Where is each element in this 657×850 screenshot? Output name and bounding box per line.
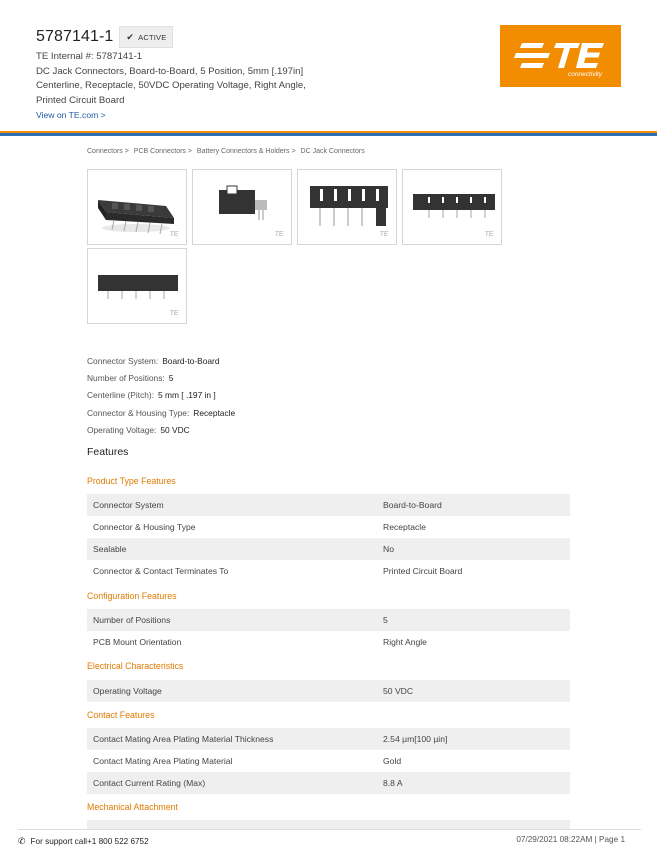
status-badge <box>119 26 173 48</box>
logo-tagline: connectivity <box>568 71 602 78</box>
part-number: 5787141-1 <box>36 28 114 45</box>
row-key: Connector & Contact Terminates To <box>93 566 229 576</box>
phone-icon: ✆ <box>18 836 26 846</box>
table-row <box>87 750 570 772</box>
description-line: Printed Circuit Board <box>36 94 125 106</box>
spec-line <box>87 422 235 439</box>
view-on-te-link[interactable]: View on TE.com > <box>36 110 106 120</box>
product-thumbnail[interactable] <box>87 169 187 245</box>
description-line: DC Jack Connectors, Board-to-Board, 5 Position, 5mm [.197in] <box>36 65 304 77</box>
row-value: Printed Circuit Board <box>383 566 463 576</box>
section-title: Product Type Features <box>87 476 176 486</box>
spec-line <box>87 353 235 370</box>
row-value: 2.54 µm[100 µin] <box>383 734 448 744</box>
table-row <box>87 516 570 538</box>
table-row <box>87 728 570 750</box>
row-value: Gold <box>383 756 402 766</box>
breadcrumb-item[interactable]: Connectors > <box>87 148 129 155</box>
support-contact <box>18 836 149 847</box>
row-key: Contact Mating Area Plating Material <box>93 756 233 766</box>
row-key: PCB Mount Orientation <box>93 637 182 647</box>
spec-label: Centerline (Pitch): <box>87 390 155 401</box>
te-watermark: TE <box>484 231 493 238</box>
row-value: 5 <box>383 615 388 625</box>
breadcrumb-item[interactable]: PCB Connectors > <box>133 148 192 155</box>
te-logo <box>500 25 621 87</box>
spec-label: Connector & Housing Type: <box>87 407 190 418</box>
table-row <box>87 538 570 560</box>
table-row <box>87 609 570 631</box>
te-watermark: TE <box>274 231 283 238</box>
part-row <box>36 26 173 48</box>
table-row <box>87 494 570 516</box>
te-watermark: TE <box>379 231 388 238</box>
row-value: Receptacle <box>383 522 426 532</box>
table-row <box>87 680 570 702</box>
spec-label: Operating Voltage: <box>87 424 157 435</box>
section-title: Electrical Characteristics <box>87 661 184 671</box>
spec-label: Number of Positions: <box>87 373 165 384</box>
te-watermark: TE <box>169 231 178 238</box>
row-key: Contact Mating Area Plating Material Thickness <box>93 734 274 744</box>
description-line: Centerline, Receptacle, 50VDC Operating Voltage, Right Angle, <box>36 80 306 92</box>
row-value: Right Angle <box>383 637 427 647</box>
check-icon: ✔ <box>126 31 135 42</box>
row-key: Number of Positions <box>93 615 171 625</box>
spec-value: 5 mm [ .197 in ] <box>158 390 216 401</box>
spec-line <box>87 370 235 387</box>
row-key: Sealable <box>93 544 127 554</box>
te-watermark: TE <box>169 310 178 317</box>
spec-value: 50 VDC <box>160 424 190 435</box>
row-value: Board-to-Board <box>383 500 442 510</box>
footer-divider <box>18 829 641 830</box>
row-value: 50 VDC <box>383 686 414 696</box>
breadcrumb-item[interactable]: Battery Connectors & Holders > <box>196 148 296 155</box>
page-info: 07/29/2021 08:22AM | Page 1 <box>516 835 625 844</box>
page-header <box>0 0 657 134</box>
row-key: Connector System <box>93 500 164 510</box>
breadcrumb <box>87 148 368 155</box>
internal-number: TE Internal #: 5787141-1 <box>36 51 143 62</box>
table-row <box>87 772 570 794</box>
row-value: 8.8 A <box>383 778 403 788</box>
product-thumbnail[interactable] <box>87 248 187 324</box>
row-key: Connector & Housing Type <box>93 522 196 532</box>
section-title: Configuration Features <box>87 591 177 601</box>
spec-line <box>87 405 235 422</box>
table-row <box>87 631 570 653</box>
support-text: For support call+1 800 522 6752 <box>30 837 149 846</box>
description-block <box>36 50 336 108</box>
section-title: Contact Features <box>87 710 155 720</box>
row-key: Contact Current Rating (Max) <box>93 778 206 788</box>
breadcrumb-item[interactable]: DC Jack Connectors <box>300 148 365 155</box>
row-value: No <box>383 544 394 554</box>
table-row <box>87 560 570 582</box>
features-heading: Features <box>87 446 129 458</box>
spec-value: Receptacle <box>193 407 236 418</box>
spec-value: Board-to-Board <box>162 356 220 366</box>
spec-line <box>87 387 235 404</box>
key-specs <box>87 353 235 439</box>
header-divider-blue <box>0 133 657 136</box>
table-row <box>87 820 570 829</box>
product-thumbnail[interactable] <box>297 169 397 245</box>
row-key: Operating Voltage <box>93 686 162 696</box>
product-thumbnail[interactable] <box>192 169 292 245</box>
status-label: ACTIVE <box>138 32 167 42</box>
spec-label: Connector System: <box>87 356 159 366</box>
product-thumbnail[interactable] <box>402 169 502 245</box>
spec-value: 5 <box>168 373 174 384</box>
section-title: Mechanical Attachment <box>87 802 178 812</box>
